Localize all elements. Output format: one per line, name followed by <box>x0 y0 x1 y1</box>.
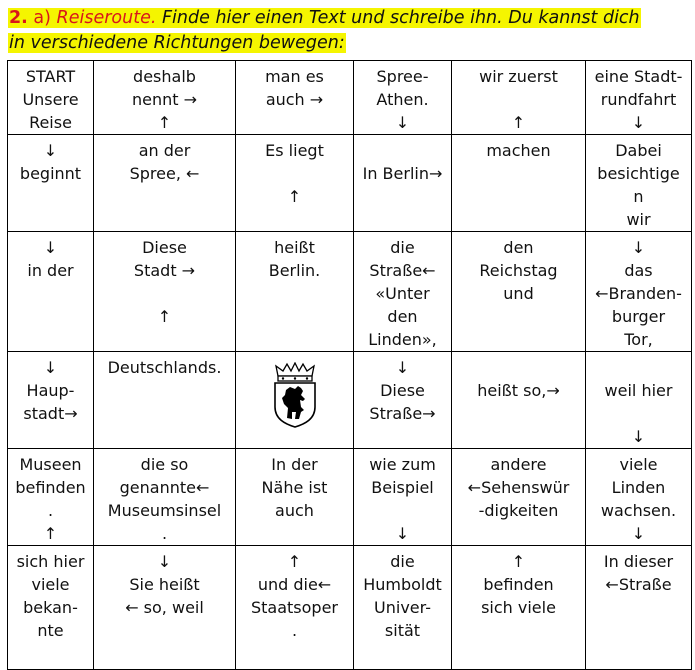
cell-line: den <box>503 238 534 257</box>
grid-cell <box>586 449 692 546</box>
cell-line: Deutschlands. <box>107 358 222 377</box>
cell-line <box>588 402 689 425</box>
grid-cell <box>452 449 586 546</box>
cell-line: In dieser <box>603 552 674 571</box>
cell-line: wir zuerst <box>479 67 558 86</box>
task-instruction-2: in verschiedene Richtungen bewegen: <box>9 33 345 53</box>
cell-line <box>454 88 583 111</box>
cell-line: ←Straße <box>605 575 672 594</box>
cell-line <box>356 499 449 522</box>
grid-cell <box>354 449 452 546</box>
cell-line: Tor, <box>624 330 653 349</box>
cell-line: heißt so,→ <box>477 381 560 400</box>
cell-line: ↓ <box>157 552 172 571</box>
grid-row <box>8 449 692 546</box>
grid-cell <box>586 61 692 135</box>
grid-cell <box>94 449 236 546</box>
cell-line: bekan- <box>23 598 78 617</box>
cell-line: Spree, ← <box>129 164 200 183</box>
cell-line: ← so, weil <box>125 598 204 617</box>
cell-line: Linden <box>611 478 666 497</box>
grid-cell <box>452 546 586 670</box>
grid-cell <box>452 61 586 135</box>
task-line-1 <box>8 8 641 28</box>
grid-cell <box>94 135 236 232</box>
cell-line: ↑ <box>287 552 302 571</box>
cell-line: ↑ <box>287 187 302 206</box>
cell-line: . <box>161 524 168 543</box>
cell-line: weil hier <box>604 381 673 400</box>
cell-line: besichtige <box>597 164 680 183</box>
cell-line <box>356 139 449 162</box>
cell-line: Unsere <box>22 90 79 109</box>
cell-line: ↓ <box>395 524 410 543</box>
grid-cell <box>94 232 236 352</box>
cell-line: Reise <box>29 113 72 132</box>
grid-cell <box>354 352 452 449</box>
grid-cell <box>94 61 236 135</box>
cell-line: wachsen. <box>600 501 677 520</box>
cell-line: die <box>390 238 415 257</box>
cell-line: das <box>624 261 653 280</box>
cell-line: Athen. <box>376 90 429 109</box>
grid-cell <box>8 135 94 232</box>
cell-line <box>588 356 689 379</box>
grid-cell <box>8 546 94 670</box>
grid-row <box>8 135 692 232</box>
grid-cell <box>236 449 354 546</box>
cell-line: nennt → <box>131 90 198 109</box>
cell-line: ↑ <box>157 307 172 326</box>
cell-line: die <box>390 552 415 571</box>
cell-line: genannte← <box>119 478 210 497</box>
cell-line: Straße← <box>369 261 436 280</box>
cell-line: ↑ <box>157 113 172 132</box>
cell-line: Linden», <box>368 330 437 349</box>
cell-line: Es liegt <box>265 141 324 160</box>
cell-line: und die← <box>257 575 332 594</box>
cell-line: ↓ <box>43 238 58 257</box>
cell-line: wir <box>626 210 651 229</box>
task-line-2 <box>8 33 346 53</box>
cell-line: ↓ <box>43 358 58 377</box>
grid-cell <box>586 546 692 670</box>
cell-line: deshalb <box>133 67 196 86</box>
cell-line: «Unter <box>375 284 430 303</box>
grid-cell <box>8 352 94 449</box>
cell-line: ↓ <box>43 141 58 160</box>
cell-line: den <box>387 307 418 326</box>
task-number: 2. <box>9 8 28 28</box>
cell-line: Museumsinsel <box>107 501 222 520</box>
grid-cell <box>94 546 236 670</box>
cell-line: Dabei <box>615 141 662 160</box>
task-letter: a) <box>33 8 51 28</box>
grid-cell <box>236 61 354 135</box>
grid-row <box>8 546 692 670</box>
cell-line: rundfahrt <box>600 90 677 109</box>
cell-line: stadt→ <box>23 404 78 423</box>
cell-line: nte <box>37 621 64 640</box>
cell-line: ↑ <box>43 524 58 543</box>
cell-line: viele <box>619 455 658 474</box>
cell-line: Spree- <box>376 67 429 86</box>
cell-line: beginnt <box>19 164 82 183</box>
task-title: Reiseroute. <box>56 8 157 28</box>
grid-cell <box>452 232 586 352</box>
cell-line: . <box>291 621 298 640</box>
cell-line: sität <box>384 621 421 640</box>
grid-cell <box>586 135 692 232</box>
cell-line: n <box>633 187 644 206</box>
task-instruction-1: Finde hier einen Text und schreibe ihn. Du kannst dich <box>161 8 640 28</box>
cell-line: Museen <box>19 455 82 474</box>
cell-line: auch <box>275 501 314 520</box>
grid-cell <box>354 61 452 135</box>
grid-cell <box>586 352 692 449</box>
cell-line: ↓ <box>395 113 410 132</box>
grid-cell <box>586 232 692 352</box>
cell-line: ↑ <box>511 552 526 571</box>
cell-line <box>454 356 583 379</box>
cell-line: ←Branden- <box>595 284 682 303</box>
cell-line: sich viele <box>481 598 556 617</box>
cell-line: auch → <box>265 90 324 109</box>
cell-line: Humboldt <box>363 575 442 594</box>
cell-line: die so <box>140 455 189 474</box>
cell-line: wie zum <box>369 455 436 474</box>
cell-line: ←Sehenswür <box>467 478 570 497</box>
task-header <box>8 6 688 56</box>
grid-cell <box>354 546 452 670</box>
cell-line: ↓ <box>631 113 646 132</box>
cell-line: START <box>25 67 76 86</box>
cell-line: eine Stadt- <box>594 67 683 86</box>
cell-line: Sie heißt <box>129 575 200 594</box>
grid-cell <box>354 135 452 232</box>
grid-cell <box>8 232 94 352</box>
cell-line: sich hier <box>16 552 85 571</box>
grid-row <box>8 232 692 352</box>
cell-line: Reichstag <box>479 261 558 280</box>
cell-line: Diese <box>142 238 187 257</box>
cell-line: Berlin. <box>268 261 321 280</box>
cell-line: Univer- <box>374 598 431 617</box>
cell-line: Staatsoper <box>250 598 338 617</box>
cell-line: . <box>47 501 54 520</box>
cell-line: andere <box>490 455 547 474</box>
cell-line: Beispiel <box>371 478 434 497</box>
cell-line: ↓ <box>631 238 646 257</box>
grid-cell <box>236 352 354 449</box>
cell-line: machen <box>486 141 551 160</box>
berlin-bear-coat-of-arms-icon <box>238 362 351 434</box>
cell-line: und <box>503 284 534 303</box>
grid-row <box>8 61 692 135</box>
cell-line: burger <box>611 307 666 326</box>
cell-line: befinden <box>483 575 554 594</box>
grid-cell <box>354 232 452 352</box>
grid-cell <box>452 135 586 232</box>
cell-line: ↓ <box>631 427 646 446</box>
cell-line: Straße→ <box>369 404 436 423</box>
cell-line: befinden <box>15 478 86 497</box>
grid-cell <box>236 135 354 232</box>
cell-line: Haup- <box>26 381 75 400</box>
cell-line: ↑ <box>511 113 526 132</box>
cell-line: ↓ <box>631 524 646 543</box>
grid-row <box>8 352 692 449</box>
grid-cell <box>452 352 586 449</box>
cell-line: Diese <box>380 381 425 400</box>
cell-line: in der <box>27 261 74 280</box>
cell-line: Nähe ist <box>261 478 328 497</box>
cell-line <box>238 162 351 185</box>
cell-line <box>96 282 233 305</box>
cell-line: In der <box>271 455 318 474</box>
cell-line: viele <box>31 575 70 594</box>
cell-line: an der <box>138 141 191 160</box>
word-grid <box>7 60 692 670</box>
grid-cell <box>94 352 236 449</box>
cell-line: heißt <box>274 238 315 257</box>
cell-line: -digkeiten <box>478 501 559 520</box>
grid-cell <box>8 61 94 135</box>
grid-cell <box>236 232 354 352</box>
grid-cell <box>236 546 354 670</box>
grid-cell <box>8 449 94 546</box>
cell-line: Stadt → <box>133 261 196 280</box>
cell-line: In Berlin→ <box>362 164 443 183</box>
cell-line: man es <box>265 67 324 86</box>
cell-line: ↓ <box>395 358 410 377</box>
